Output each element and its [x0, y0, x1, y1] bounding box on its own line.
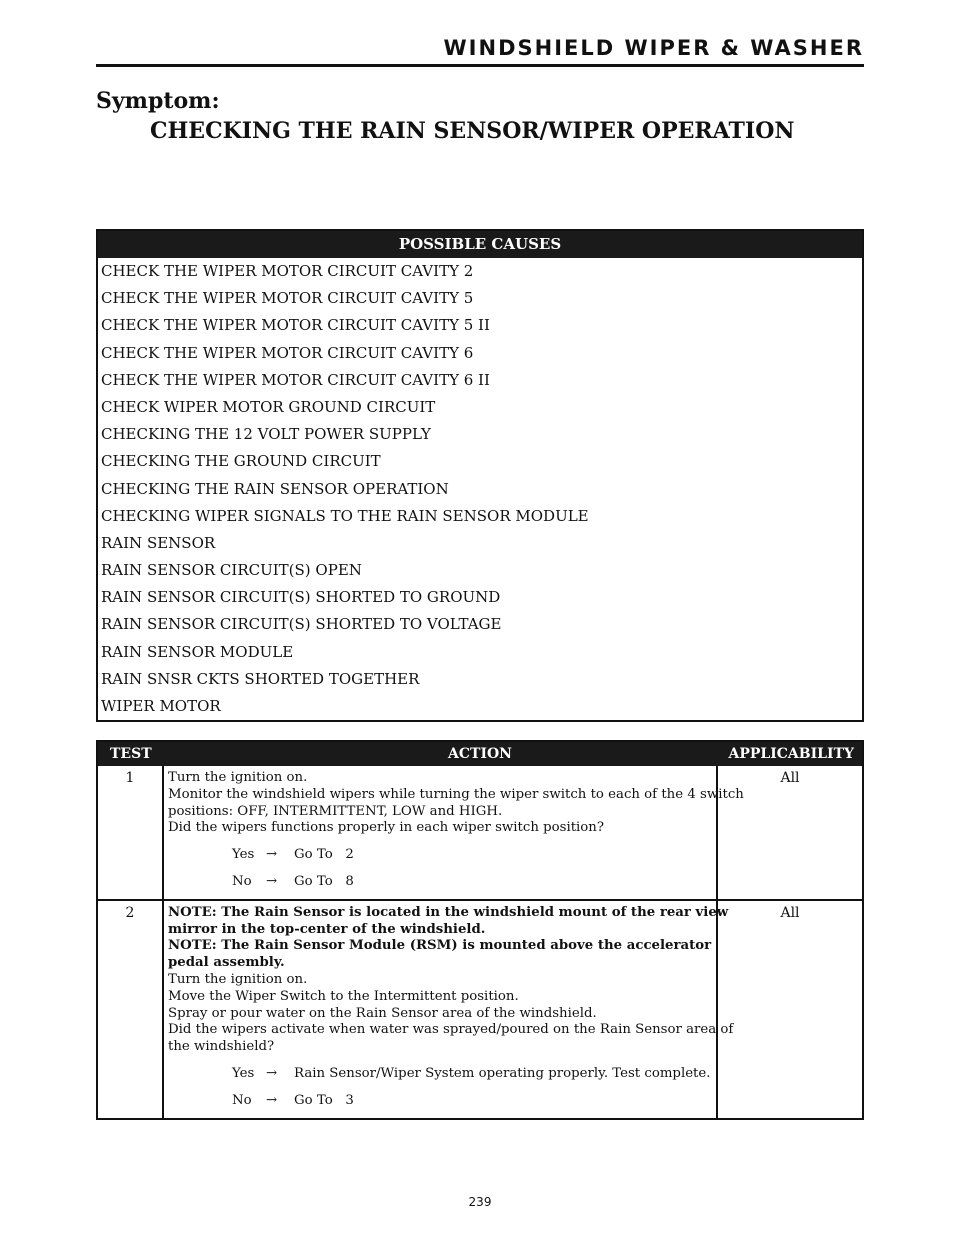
cause-item: RAIN SNSR CKTS SHORTED TOGETHER: [101, 669, 420, 688]
test-applicability: All: [780, 904, 800, 921]
cause-item: CHECKING THE RAIN SENSOR OPERATION: [101, 479, 449, 498]
no-label: No: [232, 1092, 252, 1108]
arrow-icon: →: [266, 847, 278, 863]
yes-branch: [168, 847, 712, 864]
arrow-icon: →: [266, 1065, 278, 1081]
cause-item: CHECKING WIPER SIGNALS TO THE RAIN SENSOR MODULE: [101, 506, 589, 525]
cause-item: CHECKING THE 12 VOLT POWER SUPPLY: [101, 425, 431, 444]
yes-label: Yes: [232, 1065, 255, 1081]
test-action: [164, 766, 744, 899]
symptom-label: Symptom:: [96, 88, 220, 114]
cause-item: RAIN SENSOR CIRCUIT(S) SHORTED TO VOLTAGE: [101, 615, 502, 634]
cause-item: RAIN SENSOR: [101, 533, 216, 552]
cause-item: CHECK THE WIPER MOTOR CIRCUIT CAVITY 6: [101, 343, 474, 362]
action-line: Did the wipers activate when water was sprayed/poured on the Rain Sensor area of: [168, 1022, 734, 1038]
test-row: [98, 899, 862, 1118]
test-number: 2: [98, 901, 164, 1118]
no-branch: [168, 874, 712, 891]
action-line: the windshield?: [168, 1039, 275, 1055]
action-line: positions: OFF, INTERMITTENT, LOW and HIGH.: [168, 803, 503, 819]
cause-item: CHECK THE WIPER MOTOR CIRCUIT CAVITY 5 II: [101, 316, 490, 335]
yes-result: Go To 2: [294, 847, 354, 863]
action-line: Turn the ignition on.: [168, 770, 308, 785]
cause-item: CHECK THE WIPER MOTOR CIRCUIT CAVITY 5: [101, 289, 474, 308]
no-label: No: [232, 873, 252, 889]
test-number: 1: [98, 766, 164, 899]
cause-item: RAIN SENSOR MODULE: [101, 642, 294, 661]
test-table-header: [98, 742, 862, 766]
note-line: NOTE: The Rain Sensor is located in the windshield mount of the rear view: [168, 904, 729, 920]
test-procedure-table: [96, 740, 864, 1120]
cause-item: CHECK THE WIPER MOTOR CIRCUIT CAVITY 6 II: [101, 370, 490, 389]
cause-item: CHECK THE WIPER MOTOR CIRCUIT CAVITY 2: [101, 262, 474, 280]
yes-branch: [168, 1066, 712, 1083]
action-line: Move the Wiper Switch to the Intermittent position.: [168, 988, 519, 1004]
note-line: pedal assembly.: [168, 955, 285, 971]
no-result: Go To 8: [294, 873, 354, 889]
yes-label: Yes: [232, 847, 255, 863]
arrow-icon: →: [266, 1092, 278, 1108]
cause-item: CHECKING THE GROUND CIRCUIT: [101, 452, 381, 471]
action-line: Monitor the windshield wipers while turning the wiper switch to each of the 4 switch: [168, 786, 744, 802]
column-header-action: ACTION: [448, 746, 512, 762]
page-number: 239: [468, 1195, 492, 1209]
note-line: mirror in the top-center of the windshield.: [168, 921, 486, 937]
column-header-applicability: APPLICABILITY: [728, 746, 854, 762]
arrow-icon: →: [266, 873, 278, 889]
note-line: NOTE: The Rain Sensor Module (RSM) is mounted above the accelerator: [168, 938, 712, 954]
action-line: Spray or pour water on the Rain Sensor area of the windshield.: [168, 1005, 597, 1021]
possible-causes-heading: POSSIBLE CAUSES: [98, 231, 862, 258]
no-branch: [168, 1093, 712, 1110]
symptom-title: CHECKING THE RAIN SENSOR/WIPER OPERATION: [150, 118, 795, 144]
action-line: Did the wipers functions properly in each wiper switch position?: [168, 820, 604, 836]
possible-causes-table: [96, 229, 864, 722]
test-action: [164, 901, 734, 1118]
cause-item: WIPER MOTOR: [101, 697, 221, 715]
no-result: Go To 3: [294, 1092, 354, 1108]
cause-item: RAIN SENSOR CIRCUIT(S) SHORTED TO GROUND: [101, 588, 501, 607]
column-header-test: TEST: [110, 746, 152, 762]
cause-item: RAIN SENSOR CIRCUIT(S) OPEN: [101, 561, 362, 580]
cause-item: CHECK WIPER MOTOR GROUND CIRCUIT: [101, 397, 436, 416]
test-applicability: All: [780, 770, 800, 786]
action-line: Turn the ignition on.: [168, 971, 308, 987]
test-row: [98, 766, 862, 899]
section-title: WINDSHIELD WIPER & WASHER: [96, 36, 864, 67]
yes-result: Rain Sensor/Wiper System operating properly. Test complete.: [294, 1065, 711, 1081]
